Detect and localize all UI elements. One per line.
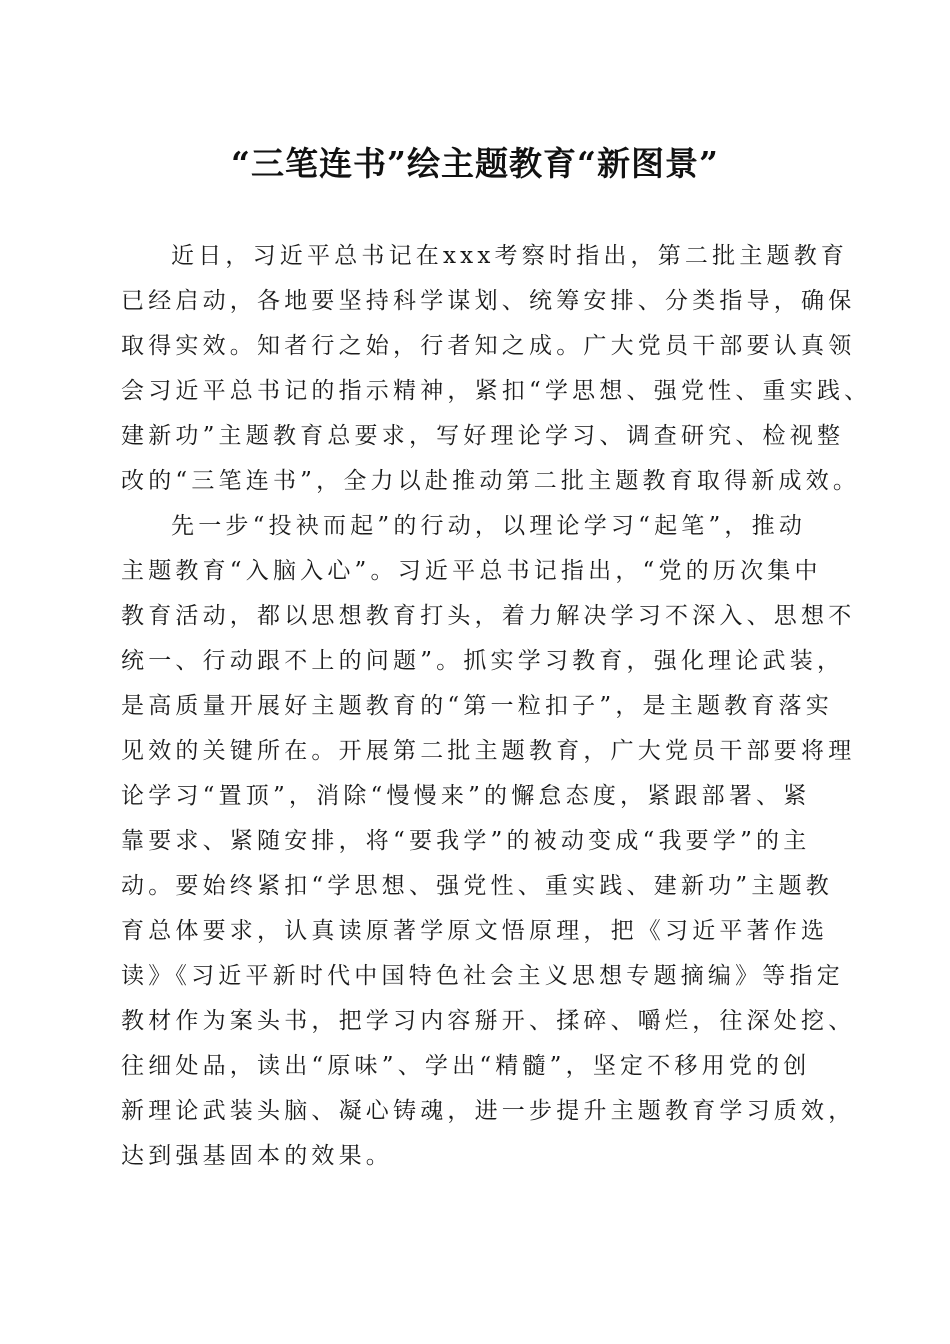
- paragraph-line: 见效的关键所在。开展第二批主题教育，广大党员干部要将理: [121, 738, 856, 764]
- paragraph-line: 教材作为案头书，把学习内容掰开、揉碎、嚼烂，往深处挖、: [121, 1008, 856, 1034]
- paragraph-line: 是高质量开展好主题教育的“第一粒扣子”，是主题教育落实: [121, 693, 833, 719]
- paragraph-line: 先一步“投袂而起”的行动，以理论学习“起笔”，推动: [171, 513, 807, 539]
- document-title: “三笔连书”绘主题教育“新图景”: [231, 144, 719, 183]
- paragraph-line: 会习近平总书记的指示精神，紧扣“学思想、强党性、重实践、: [121, 378, 872, 404]
- paragraph-line: 建新功”主题教育总要求，写好理论学习、调查研究、检视整: [121, 423, 845, 449]
- paragraph-line: 往细处品，读出“原味”、学出“精髓”，坚定不移用党的创: [121, 1053, 811, 1079]
- paragraph-line: 靠要求、紧随安排，将“要我学”的被动变成“我要学”的主: [121, 828, 811, 854]
- paragraph-line: 主题教育“入脑入心”。习近平总书记指出，“党的历次集中: [121, 558, 822, 584]
- paragraph-line: 论学习“置顶”，消除“慢慢来”的懈怠态度，紧跟部署、紧: [121, 783, 811, 809]
- paragraph-line: 新理论武装头脑、凝心铸魂，进一步提升主题教育学习质效，: [121, 1098, 856, 1124]
- paragraph-line: 改的“三笔连书”，全力以赴推动第二批主题教育取得新成效。: [121, 468, 861, 494]
- paragraph-line: 读》《习近平新时代中国特色社会主义思想专题摘编》等指定: [121, 963, 844, 989]
- paragraph-line: 已经启动，各地要坚持科学谋划、统筹安排、分类指导，确保: [121, 288, 856, 314]
- paragraph-line: 统一、行动跟不上的问题”。抓实学习教育，强化理论武装，: [121, 648, 845, 674]
- paragraph-line: 取得实效。知者行之始，行者知之成。广大党员干部要认真领: [121, 333, 856, 359]
- paragraph-line: 动。要始终紧扣“学思想、强党性、重实践、建新功”主题教: [121, 873, 833, 899]
- paragraph-line: 近日，习近平总书记在xxx考察时指出，第二批主题教育: [171, 243, 849, 269]
- paragraph-line: 育总体要求，认真读原著学原文悟原理，把《习近平著作选: [121, 918, 829, 944]
- paragraph-line: 教育活动，都以思想教育打头，着力解决学习不深入、思想不: [121, 603, 856, 629]
- document-body: [121, 234, 872, 1179]
- paragraph-line: 达到强基固本的效果。: [121, 1143, 393, 1169]
